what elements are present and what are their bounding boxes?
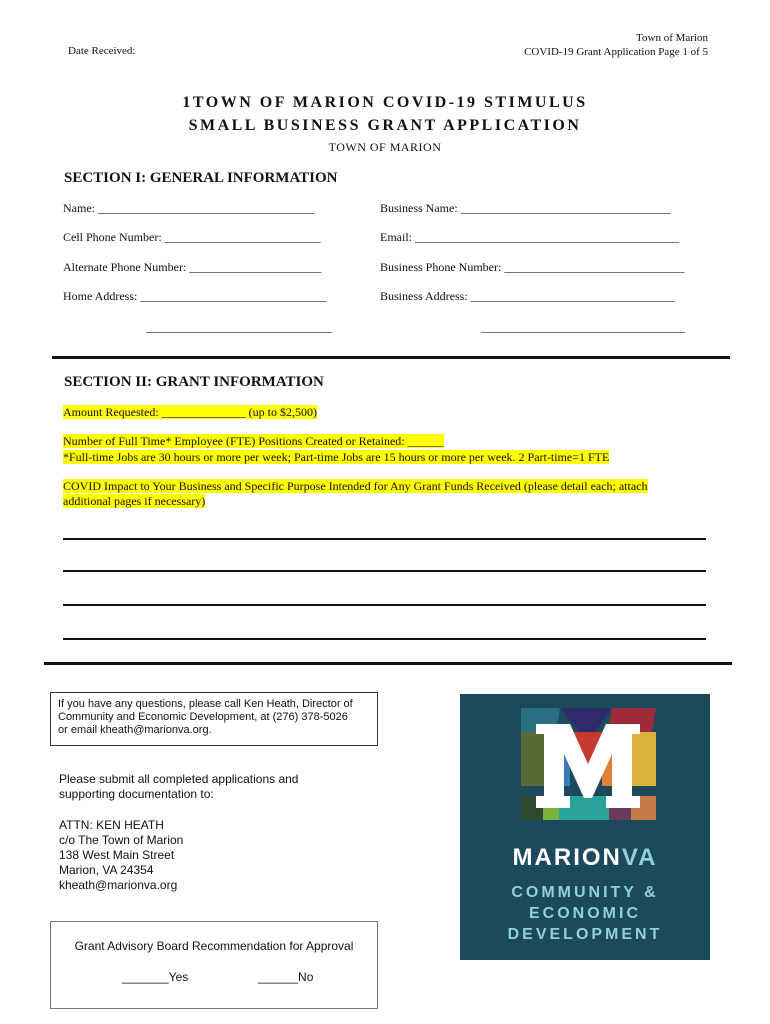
address-city: Marion, VA 24354 [59, 863, 154, 877]
marion-m-mark-icon [460, 694, 710, 844]
covid-impact-label-2 [63, 494, 205, 509]
title-line-1: 1TOWN OF MARION COVID-19 STIMULUS [182, 94, 588, 111]
fte-field[interactable] [63, 434, 444, 449]
business-name-field[interactable]: Business Name: ___________________________________ [380, 201, 671, 215]
logo-wordmark [460, 844, 710, 872]
business-phone-field[interactable]: Business Phone Number: ______________________________ [380, 260, 685, 274]
title-line-2: SMALL BUSINESS GRANT APPLICATION [188, 117, 582, 134]
fte-text: Number of Full Time* Employee (FTE) Positions Created or Retained: ______ [63, 434, 444, 448]
submit-line-1: Please submit all completed applications and [59, 772, 299, 786]
address-attn: ATTN: KEN HEATH [59, 818, 164, 832]
logo-line-3: DEVELOPMENT [507, 926, 663, 943]
contact-line-2: Community and Economic Development, at (276) 378-5026 [58, 711, 348, 723]
board-title: Grant Advisory Board Recommendation for Approval [74, 939, 354, 953]
board-box [50, 921, 378, 1009]
section-1-heading: SECTION I: GENERAL INFORMATION [64, 170, 338, 186]
covid-impact-line-2[interactable] [63, 570, 706, 572]
header-town: Town of Marion [636, 32, 708, 44]
cell-phone-field[interactable]: Cell Phone Number: __________________________ [63, 230, 321, 244]
marionva-logo [460, 694, 710, 960]
fte-note-text: *Full-time Jobs are 30 hours or more per week; Part-time Jobs are 15 hours or more per week. 2 Part-time=1 FTE [63, 450, 610, 464]
name-field[interactable]: Name: ____________________________________ [63, 201, 314, 215]
alternate-phone-field[interactable]: Alternate Phone Number: ______________________ [63, 260, 322, 274]
logo-tagline [460, 882, 710, 945]
fte-note [63, 450, 609, 465]
board-no[interactable]: ______No [258, 970, 314, 984]
logo-va: VA [621, 844, 658, 871]
home-address-line-2[interactable]: _______________________________ [146, 320, 332, 334]
section-2-heading: SECTION II: GRANT INFORMATION [64, 374, 324, 390]
covid-impact-line-1[interactable] [63, 538, 706, 540]
contact-line-1: If you have any questions, please call Ken Heath, Director of [58, 698, 353, 710]
amount-requested-field[interactable] [63, 405, 317, 420]
logo-marion: MARION [512, 844, 622, 871]
covid-impact-text-1: COVID Impact to Your Business and Specific Purpose Intended for Any Grant Funds Received (please detail each; attach [63, 479, 648, 493]
covid-impact-text-2: additional pages if necessary) [63, 494, 206, 508]
home-address-field[interactable]: Home Address: _______________________________ [63, 289, 327, 303]
address-email: kheath@marionva.org [59, 878, 178, 892]
business-address-line-2[interactable]: __________________________________ [481, 320, 685, 334]
title-subtitle: TOWN OF MARION [328, 140, 442, 154]
logo-line-1: COMMUNITY & [511, 884, 659, 901]
contact-line-3: or email kheath@marionva.org. [58, 724, 212, 736]
date-received-label: Date Received: [68, 45, 136, 57]
address-street: 138 West Main Street [59, 848, 175, 862]
covid-impact-line-4[interactable] [63, 638, 706, 640]
business-address-field[interactable]: Business Address: __________________________________ [380, 289, 675, 303]
submit-instructions [59, 772, 298, 802]
address-co: c/o The Town of Marion [59, 833, 184, 847]
mailing-address [59, 818, 183, 893]
email-field[interactable]: Email: ____________________________________________ [380, 230, 679, 244]
board-yes[interactable]: _______Yes [122, 970, 189, 984]
covid-impact-line-3[interactable] [63, 604, 706, 606]
logo-line-2: ECONOMIC [529, 905, 641, 922]
header-page-info: COVID-19 Grant Application Page 1 of 5 [524, 46, 708, 58]
contact-box [50, 692, 378, 746]
section-divider-2 [44, 662, 732, 665]
covid-impact-label [63, 479, 648, 494]
section-divider-1 [52, 356, 730, 359]
amount-requested-text: Amount Requested: ______________ (up to $2,500) [63, 405, 317, 419]
submit-line-2: supporting documentation to: [59, 787, 214, 801]
